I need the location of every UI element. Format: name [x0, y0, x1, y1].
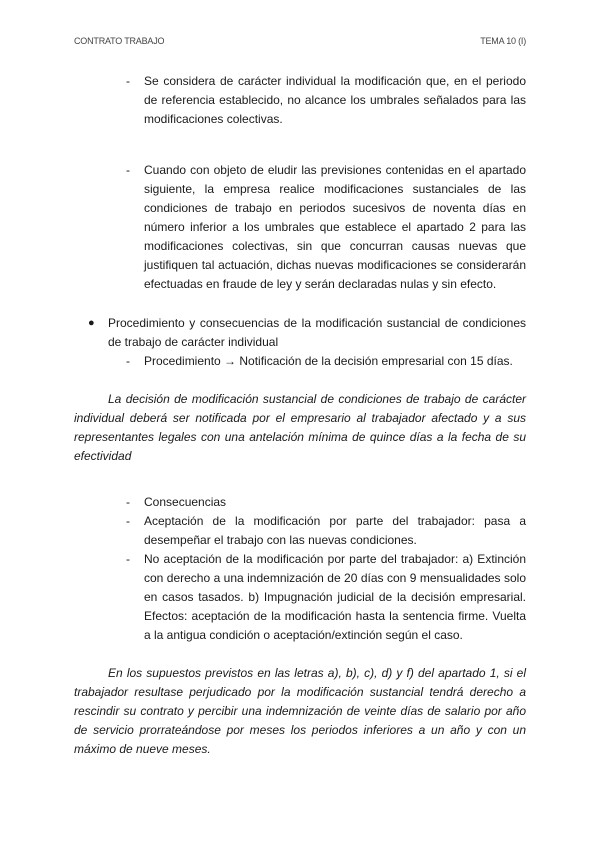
- italic-paragraph: En los supuestos previstos en las letras a), b), c), d) y f) del apartado 1, si el trabajador resultase perjudicado por la modificación sustancial tendrá derecho a rescindir su contrato y percibir una indemnización de veinte días de salario por año de servicio prorrateándose por meses los periodos inferiores a un año y con un máximo de nueve meses.: [74, 666, 526, 756]
- dash-marker: -: [126, 354, 130, 368]
- bullet-item: [74, 314, 526, 352]
- dash-marker: -: [126, 74, 130, 88]
- list-item-text: Se considera de carácter individual la modificación que, en el periodo de referencia establecido, no alcance los umbrales señalados para las modificaciones colectivas.: [144, 74, 526, 126]
- list-item: [74, 550, 526, 645]
- document-body: [74, 72, 526, 759]
- header-title: CONTRATO TRABAJO: [74, 36, 165, 46]
- dash-marker: -: [126, 514, 130, 528]
- dash-marker: -: [126, 495, 130, 509]
- page-header: [74, 36, 526, 50]
- list-item-text: Consecuencias: [144, 495, 227, 509]
- list-item: [74, 72, 526, 129]
- list-item-text: Aceptación de la modificación por parte del trabajador: pasa a desempeñar el trabajo con las nuevas condiciones.: [144, 514, 526, 547]
- bullet-text: Procedimiento y consecuencias de la modificación sustancial de condiciones de trabajo de carácter individual: [108, 316, 526, 349]
- header-topic: TEMA 10 (I): [480, 36, 526, 46]
- list-item: [74, 352, 526, 371]
- dash-marker: -: [126, 552, 130, 566]
- list-item-text: No aceptación de la modificación por parte del trabajador: a) Extinción con derecho a una indemnización de 20 días con 9 mensualidades solo en casos tasados. b) Impugnación judicial de la decisión empresarial. Efectos: aceptación de la modificación hasta la sentencia firme. Vuelta a la antigua condición o aceptación/extinción según el caso.: [144, 552, 526, 642]
- list-item: [74, 161, 526, 294]
- list-item-text: Procedimiento → Notificación de la decisión empresarial con 15 días.: [144, 354, 513, 368]
- italic-paragraph: La decisión de modificación sustancial de condiciones de trabajo de carácter individual deberá ser notificada por el empresario al trabajador afectado y a sus representantes legales con una antelación mínima de quince días a la fecha de su efectividad: [74, 392, 526, 463]
- list-item: [74, 493, 526, 512]
- list-item: [74, 512, 526, 550]
- dash-marker: -: [126, 163, 130, 177]
- list-item-text: Cuando con objeto de eludir las previsiones contenidas en el apartado siguiente, la empresa realice modificaciones sustanciales de las condiciones de trabajo en periodos sucesivos de noventa días en número inferior a los umbrales que establece el apartado 2 para las modificaciones colectivas, sin que concurran causas nuevas que justifiquen tal actuación, dichas nuevas modificaciones se considerarán efectuadas en fraude de ley y serán declaradas nulas y sin efecto.: [144, 163, 526, 291]
- bullet-marker: ●: [88, 317, 95, 329]
